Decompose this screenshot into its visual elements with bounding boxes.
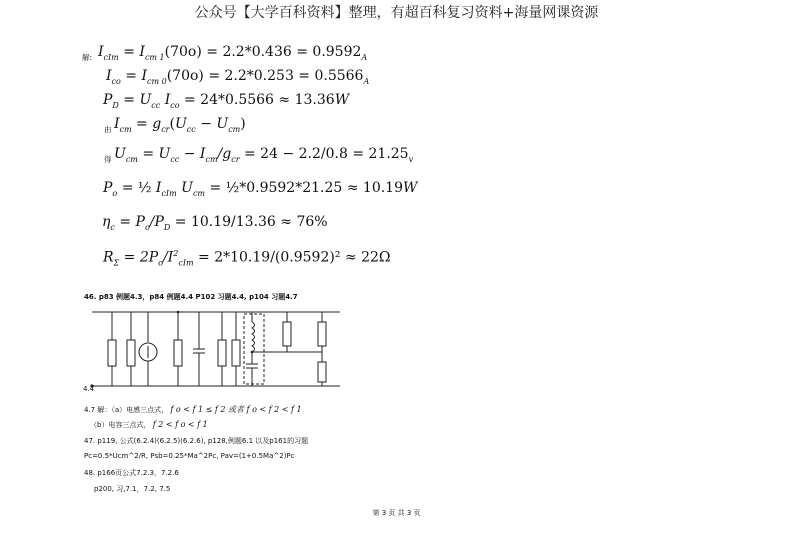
page-footer: 第 3 页 共 3 页 [372,509,421,517]
question-46: 46. p83 例题4.3，p84 例题4.4 P102 习题4.4, p104 习题4.7 [84,293,298,301]
answer-47-a-prefix: 4.7 解：（a）电感三点式， [84,406,169,414]
answer-47-b-prefix: （b）电容三点式， [90,421,151,429]
equation-3: $P_D = U_{cc}$ $I_{co} = 24*0.5566 \approx 13.36W$ [103,92,350,110]
answer-47-b-cond: f 2 < f o < f 1 [152,420,208,429]
answer-47-a [84,404,302,415]
equation-7: $\eta_c = P_o/P_D = 10.19/13.36 \approx 76\%$ [102,214,328,232]
question-48-pages: p200, 习,7.1，7.2, 7.5 [94,485,171,493]
you-label: 由 [104,125,112,134]
equation-5: $U_{cm} = U_{cc} - I_{cm}/g_{cr} = 24 - 2.2/0.8 = 21.25_v$ [114,146,414,164]
answer-47-a-cond: f o < f 1 ≤ f 2 或者 f o < f 2 < f 1 [170,405,302,414]
equation-4: $I_{cm} = g_{cr}(U_{cc} - U_{cm})$ [114,116,246,134]
equation-2: $I_{co} = I_{cm 0}(70o) = 2.2*0.253 = 0.5566_A$ [106,68,370,86]
equation-8: $R_\Sigma = 2P_o/I^2_{cIm} = 2*10.19/(0.9592)^2 \approx 22\Omega$ [103,249,391,268]
circuit-label: 4.4 [83,385,95,393]
equation-6: $P_o$ = ½ $I_{cIm}$ $U_{cm}$ = ½*0.9592*21.25 ≈ 10.19W [103,180,418,198]
page-header: 公众号【大学百科资料】整理，有超百科复习资料+海量网课资源 [194,5,599,21]
formula-line: Pc=0.5*Ucm^2/R, Psb=0.25*Ma^2Pc, Pav=(1+0.5Ma^2)Pc [84,452,295,460]
answer-47-b [90,420,208,430]
jie-label: 解: [82,53,93,62]
de-label: 得 [104,155,112,164]
equation-1: $I_{cIm} = I_{cm 1}(70o) = 2.2*0.436 = 0.9592_A$ [98,44,368,62]
question-47: 47. p119, 公式(6.2.4)(6.2.5)(6.2.6), p128,例题6.1 以及p161的习题 [84,437,309,445]
question-48: 48. p166页公式7.2.3，7.2.6 [84,469,179,477]
